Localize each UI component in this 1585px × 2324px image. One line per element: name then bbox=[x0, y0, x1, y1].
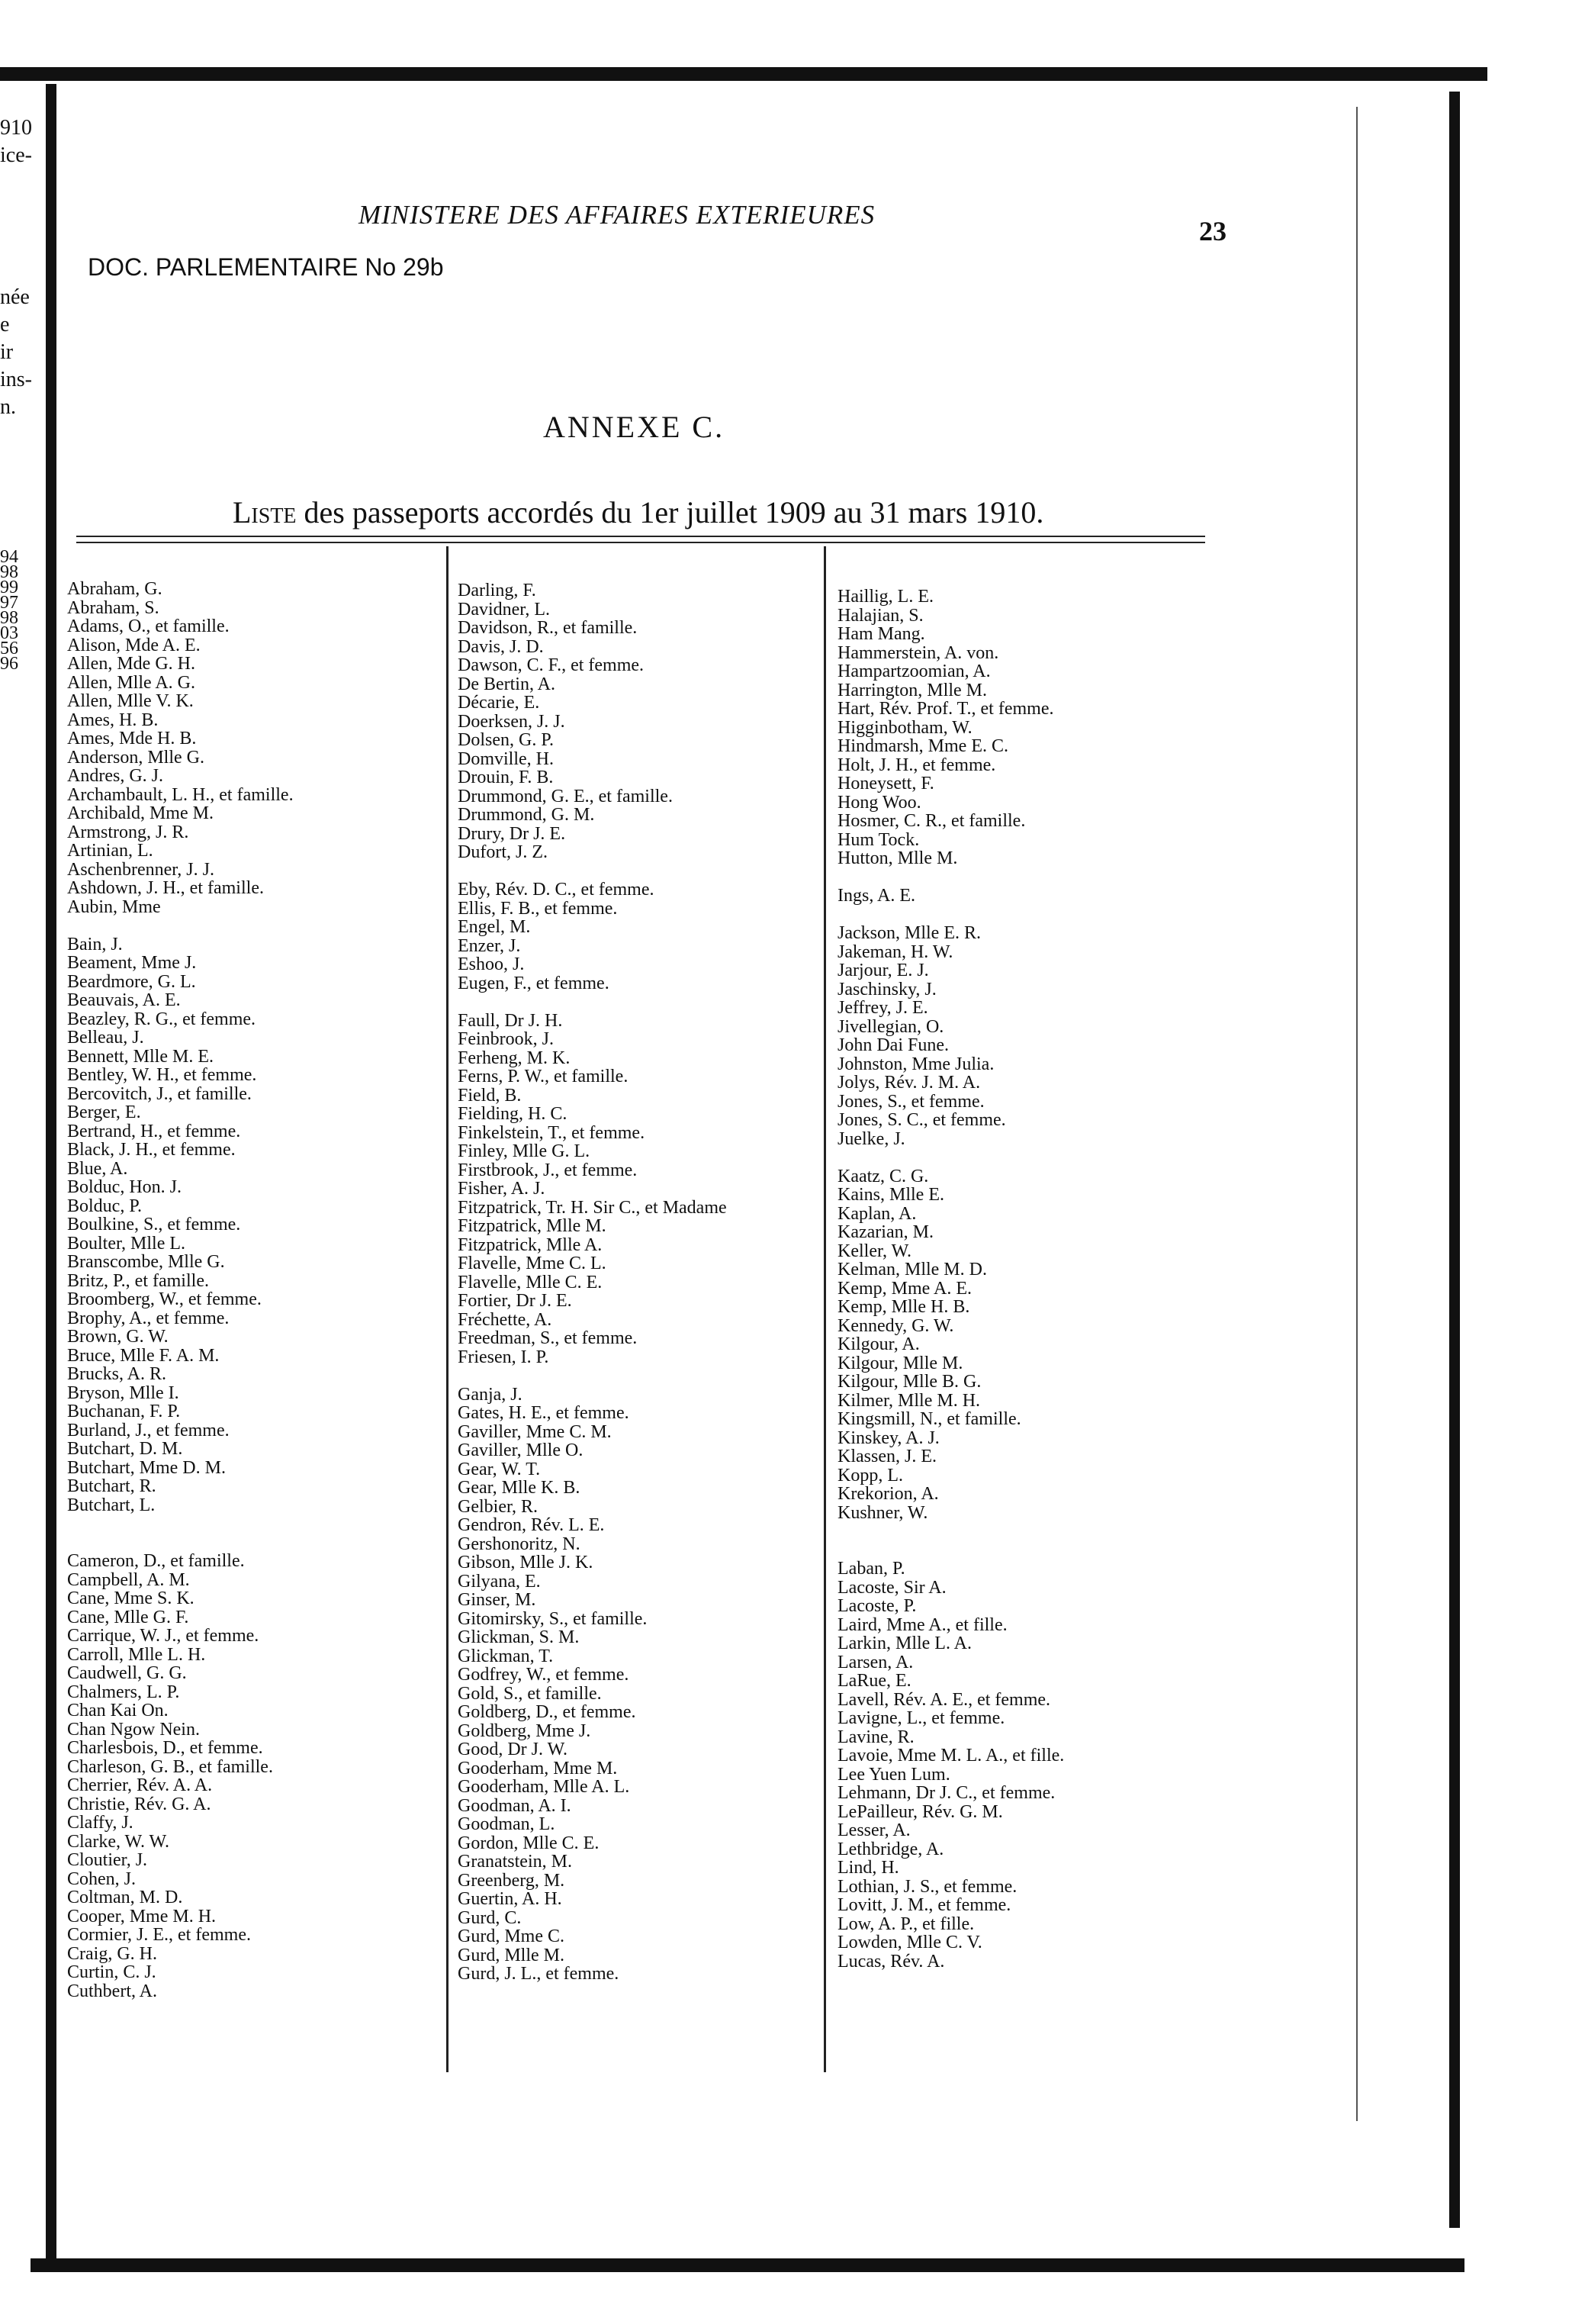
passport-entry: Kaplan, A. bbox=[838, 1203, 917, 1224]
fragment-text: ice- bbox=[0, 143, 32, 167]
passport-entry: Campbell, A. M. bbox=[67, 1569, 190, 1590]
passport-entry: Kinskey, A. J. bbox=[838, 1428, 940, 1448]
passport-entry: Andres, G. J. bbox=[67, 766, 163, 786]
passport-entry: Krekorion, A. bbox=[838, 1484, 939, 1504]
passport-entry: Beament, Mme J. bbox=[67, 953, 197, 973]
passport-entry: Hart, Rév. Prof. T., et femme. bbox=[838, 699, 1054, 719]
passport-entry: Lovitt, J. M., et femme. bbox=[838, 1895, 1011, 1915]
passport-entry: Butchart, L. bbox=[67, 1495, 156, 1515]
passport-entry: Kemp, Mlle H. B. bbox=[838, 1297, 970, 1317]
passport-entry: Klassen, J. E. bbox=[838, 1447, 937, 1466]
passport-entry: Beazley, R. G., et femme. bbox=[67, 1009, 256, 1029]
passport-entry: Bennett, Mlle M. E. bbox=[67, 1046, 214, 1067]
passport-entry: Bruce, Mlle F. A. M. bbox=[67, 1345, 220, 1366]
names-column-2 bbox=[458, 581, 727, 1984]
page-number: 23 bbox=[1199, 216, 1227, 246]
passport-entry: Gitomirsky, S., et famille. bbox=[458, 1608, 648, 1629]
passport-entry: Cane, Mme S. K. bbox=[67, 1588, 195, 1608]
passport-entry: LaRue, E. bbox=[838, 1671, 911, 1691]
passport-entry: Cherrier, Rév. A. A. bbox=[67, 1775, 213, 1795]
passport-entry: Cormier, J. E., et femme. bbox=[67, 1925, 251, 1945]
section-gap bbox=[838, 1522, 1064, 1541]
fragment-text: 910 bbox=[0, 116, 32, 140]
passport-entry: Davidner, L. bbox=[458, 599, 550, 620]
passport-entry: Cooper, Mme M. H. bbox=[67, 1906, 217, 1926]
passport-entry: Drury, Dr J. E. bbox=[458, 823, 566, 844]
passport-entry: Black, J. H., et femme. bbox=[67, 1140, 236, 1160]
passport-entry: Johnston, Mme Julia. bbox=[838, 1054, 995, 1074]
passport-entry: Gurd, J. L., et femme. bbox=[458, 1964, 619, 1984]
passport-entry: Charlesbois, D., et femme. bbox=[67, 1738, 263, 1758]
passport-entry: Engel, M. bbox=[458, 917, 531, 937]
passport-entry: Lee Yuen Lum. bbox=[838, 1764, 950, 1785]
passport-entry: Artinian, L. bbox=[67, 841, 153, 861]
column-divider bbox=[446, 546, 448, 2072]
passport-entry: Holt, J. H., et femme. bbox=[838, 755, 996, 775]
passport-entry: Broomberg, W., et femme. bbox=[67, 1289, 262, 1309]
passport-entry: Ashdown, J. H., et famille. bbox=[67, 878, 264, 898]
passport-entry: Brophy, A., et femme. bbox=[67, 1308, 230, 1328]
passport-entry: Kilgour, Mlle M. bbox=[838, 1353, 963, 1373]
passport-entry: Buchanan, F. P. bbox=[67, 1402, 181, 1421]
passport-entry: Gear, Mlle K. B. bbox=[458, 1478, 580, 1498]
passport-entry: Belleau, J. bbox=[67, 1028, 144, 1048]
passport-entry: Britz, P., et famille. bbox=[67, 1270, 209, 1291]
passport-entry: Burland, J., et femme. bbox=[67, 1420, 230, 1440]
fragment-number: 96 bbox=[0, 656, 18, 671]
passport-entry: Lavoie, Mme M. L. A., et fille. bbox=[838, 1746, 1065, 1766]
passport-entry: Fréchette, A. bbox=[458, 1309, 552, 1330]
passport-entry: Archibald, Mme M. bbox=[67, 803, 214, 823]
list-title-word: Liste bbox=[233, 495, 297, 529]
passport-entry: Kemp, Mme A. E. bbox=[838, 1278, 972, 1299]
passport-entry: Cohen, J. bbox=[67, 1869, 136, 1889]
passport-entry: Greenberg, M. bbox=[458, 1870, 565, 1891]
list-title-rest: des passeports accordés du 1er juillet 1909 au 31 mars 1910. bbox=[304, 495, 1044, 529]
passport-entry: Hampartzoomian, A. bbox=[838, 661, 991, 681]
passport-entry: Lothian, J. S., et femme. bbox=[838, 1876, 1018, 1897]
passport-entry: Lavell, Rév. A. E., et femme. bbox=[838, 1689, 1051, 1710]
passport-entry: Gooderham, Mlle A. L. bbox=[458, 1777, 630, 1797]
fragment-text: e bbox=[0, 313, 10, 336]
passport-entry: Gilyana, E. bbox=[458, 1571, 541, 1592]
passport-entry: Ferheng, M. K. bbox=[458, 1048, 571, 1068]
passport-entry: Gendron, Rév. L. E. bbox=[458, 1515, 605, 1535]
passport-entry: Abraham, G. bbox=[67, 579, 162, 599]
passport-entry: Jivellegian, O. bbox=[838, 1016, 944, 1037]
passport-entry: Caudwell, G. G. bbox=[67, 1663, 187, 1683]
passport-entry: Godfrey, W., et femme. bbox=[458, 1665, 629, 1685]
passport-entry: Field, B. bbox=[458, 1085, 522, 1106]
passport-entry: Jackson, Mlle E. R. bbox=[838, 923, 981, 943]
passport-entry: Ham Mang. bbox=[838, 624, 925, 644]
passport-entry: Juelke, J. bbox=[838, 1128, 905, 1149]
passport-entry: Davis, J. D. bbox=[458, 636, 544, 657]
passport-entry: Gates, H. E., et femme. bbox=[458, 1403, 629, 1423]
passport-entry: Low, A. P., et fille. bbox=[838, 1914, 975, 1934]
fragment-number: 98 bbox=[0, 610, 18, 626]
list-title bbox=[233, 494, 1043, 530]
passport-entry: Freedman, S., et femme. bbox=[458, 1328, 638, 1348]
passport-entry: Eugen, F., et femme. bbox=[458, 973, 609, 993]
passport-entry: Lind, H. bbox=[838, 1858, 899, 1878]
passport-entry: Bryson, Mlle I. bbox=[67, 1382, 179, 1403]
passport-entry: Ames, H. B. bbox=[67, 710, 159, 730]
passport-entry: Fortier, Dr J. E. bbox=[458, 1291, 572, 1311]
running-head: MINISTERE DES AFFAIRES EXTERIEURES bbox=[358, 200, 876, 230]
passport-entry: Goldberg, D., et femme. bbox=[458, 1702, 636, 1722]
passport-entry: Gear, W. T. bbox=[458, 1459, 541, 1479]
names-column-3 bbox=[838, 587, 1064, 1971]
passport-entry: Hong Woo. bbox=[838, 792, 921, 813]
page-border-bottom bbox=[31, 2258, 1464, 2272]
passport-entry: Bolduc, Hon. J. bbox=[67, 1177, 182, 1197]
passport-entry: Archambault, L. H., et famille. bbox=[67, 784, 294, 805]
passport-entry: Allen, Mde G. H. bbox=[67, 654, 195, 674]
passport-entry: Gaviller, Mme C. M. bbox=[458, 1421, 612, 1442]
passport-entry: Christie, Rév. G. A. bbox=[67, 1794, 211, 1814]
passport-entry: Drouin, F. B. bbox=[458, 768, 554, 787]
passport-entry: Décarie, E. bbox=[458, 693, 540, 713]
passport-entry: Butchart, R. bbox=[67, 1476, 156, 1496]
passport-entry: Good, Dr J. W. bbox=[458, 1740, 568, 1759]
passport-entry: Aubin, Mme bbox=[67, 896, 161, 917]
passport-entry: Kopp, L. bbox=[838, 1465, 903, 1485]
passport-entry: Chan Kai On. bbox=[67, 1701, 169, 1720]
passport-entry: Friesen, I. P. bbox=[458, 1347, 549, 1367]
passport-entry: Kennedy, G. W. bbox=[838, 1315, 954, 1336]
fragment-number: 94 bbox=[0, 549, 18, 565]
passport-entry: Fitzpatrick, Mlle A. bbox=[458, 1234, 603, 1255]
passport-entry: Boulter, Mlle L. bbox=[67, 1233, 186, 1254]
passport-entry: Cane, Mlle G. F. bbox=[67, 1607, 189, 1627]
passport-entry: Ferns, P. W., et famille. bbox=[458, 1067, 629, 1086]
page-border-left bbox=[46, 84, 56, 2266]
passport-entry: Harrington, Mlle M. bbox=[838, 680, 987, 700]
passport-entry: Carrique, W. J., et femme. bbox=[67, 1626, 259, 1646]
passport-entry: Enzer, J. bbox=[458, 935, 521, 956]
passport-entry: De Bertin, A. bbox=[458, 674, 555, 694]
passport-entry: Lehmann, Dr J. C., et femme. bbox=[838, 1783, 1056, 1803]
passport-entry: Coltman, M. D. bbox=[67, 1888, 183, 1907]
passport-entry: Bertrand, H., et femme. bbox=[67, 1121, 241, 1141]
passport-entry: Dufort, J. Z. bbox=[458, 842, 548, 862]
page-border-top bbox=[0, 67, 1487, 81]
passport-entry: Gurd, Mme C. bbox=[458, 1926, 564, 1946]
passport-entry: Davidson, R., et famille. bbox=[458, 618, 638, 638]
fragment-text: ir bbox=[0, 340, 14, 364]
passport-entry: Lacoste, P. bbox=[838, 1596, 917, 1616]
annex-title: ANNEXE C. bbox=[543, 410, 725, 444]
passport-entry: Feinbrook, J. bbox=[458, 1029, 554, 1049]
passport-entry: Claffy, J. bbox=[67, 1813, 133, 1833]
fragment-number: 97 bbox=[0, 595, 18, 610]
passport-entry: Lucas, Rév. A. bbox=[838, 1951, 945, 1972]
passport-entry: Hutton, Mlle M. bbox=[838, 848, 958, 868]
passport-entry: Armstrong, J. R. bbox=[67, 822, 189, 842]
passport-entry: Kains, Mlle E. bbox=[838, 1185, 944, 1205]
passport-entry: Kushner, W. bbox=[838, 1502, 928, 1523]
section-gap bbox=[67, 916, 294, 935]
passport-entry: Dawson, C. F., et femme. bbox=[458, 655, 645, 675]
passport-entry: Beardmore, G. L. bbox=[67, 971, 196, 992]
passport-entry: Dolsen, G. P. bbox=[458, 730, 555, 750]
passport-entry: Bentley, W. H., et femme. bbox=[67, 1065, 257, 1085]
passport-entry: Jones, S., et femme. bbox=[838, 1091, 985, 1112]
passport-entry: Drummond, G. E., et famille. bbox=[458, 786, 673, 806]
passport-entry: Hosmer, C. R., et famille. bbox=[838, 811, 1026, 831]
previous-page-fragment-numbers bbox=[0, 549, 44, 671]
passport-entry: Goodman, L. bbox=[458, 1814, 555, 1834]
scan-edge-line bbox=[1356, 107, 1358, 2121]
passport-entry: Halajian, S. bbox=[838, 605, 924, 626]
passport-entry: Brucks, A. R. bbox=[67, 1364, 167, 1384]
passport-entry: Lavigne, L., et femme. bbox=[838, 1708, 1005, 1728]
passport-entry: Ames, Mde H. B. bbox=[67, 729, 197, 748]
passport-entry: Flavelle, Mlle C. E. bbox=[458, 1272, 603, 1292]
passport-entry: LePailleur, Rév. G. M. bbox=[838, 1801, 1003, 1822]
passport-entry: Cuthbert, A. bbox=[67, 1981, 157, 2001]
section-gap bbox=[838, 1541, 1064, 1560]
passport-entry: Ginser, M. bbox=[458, 1590, 536, 1610]
passport-entry: Lavine, R. bbox=[838, 1727, 915, 1747]
passport-entry: Carroll, Mlle L. H. bbox=[67, 1644, 206, 1665]
passport-entry: Flavelle, Mme C. L. bbox=[458, 1254, 606, 1273]
passport-entry: Finkelstein, T., et femme. bbox=[458, 1122, 645, 1143]
page-border-right bbox=[1449, 92, 1460, 2228]
fragment-number: 98 bbox=[0, 565, 18, 580]
title-rule bbox=[76, 542, 1205, 543]
passport-entry: Gurd, Mlle M. bbox=[458, 1945, 564, 1965]
column-divider bbox=[824, 546, 826, 2072]
passport-entry: Eshoo, J. bbox=[458, 954, 525, 974]
passport-entry: Chalmers, L. P. bbox=[67, 1682, 180, 1702]
passport-entry: Hindmarsh, Mme E. C. bbox=[838, 736, 1008, 756]
passport-entry: Jarjour, E. J. bbox=[838, 961, 929, 980]
passport-entry: Alison, Mde A. E. bbox=[67, 635, 201, 655]
passport-entry: Bercovitch, J., et famille. bbox=[67, 1083, 252, 1104]
passport-entry: Fitzpatrick, Mlle M. bbox=[458, 1216, 606, 1236]
fragment-text: née bbox=[0, 285, 30, 309]
passport-entry: Aschenbrenner, J. J. bbox=[67, 859, 214, 880]
names-column-1 bbox=[67, 580, 294, 2001]
passport-entry: Hammerstein, A. von. bbox=[838, 642, 999, 663]
passport-entry: Jakeman, H. W. bbox=[838, 942, 953, 962]
section-gap bbox=[838, 868, 1064, 887]
passport-entry: Kingsmill, N., et famille. bbox=[838, 1409, 1021, 1429]
passport-entry: Gershonoritz, N. bbox=[458, 1534, 580, 1554]
fragment-text: ins- bbox=[0, 368, 32, 391]
passport-entry: Charleson, G. B., et famille. bbox=[67, 1756, 273, 1777]
section-gap bbox=[838, 1148, 1064, 1167]
passport-entry: Ings, A. E. bbox=[838, 886, 915, 906]
passport-entry: Finley, Mlle G. L. bbox=[458, 1141, 590, 1161]
passport-entry: Jeffrey, J. E. bbox=[838, 998, 928, 1018]
passport-entry: Gurd, C. bbox=[458, 1907, 522, 1928]
passport-entry: Laban, P. bbox=[838, 1559, 905, 1579]
passport-entry: Eby, Rév. D. C., et femme. bbox=[458, 880, 654, 900]
passport-entry: Gibson, Mlle J. K. bbox=[458, 1553, 593, 1572]
passport-entry: Honeysett, F. bbox=[838, 774, 934, 793]
passport-entry: Curtin, C. J. bbox=[67, 1962, 156, 1982]
passport-entry: Kilmer, Mlle M. H. bbox=[838, 1390, 981, 1411]
passport-entry: Kaatz, C. G. bbox=[838, 1166, 929, 1186]
passport-entry: John Dai Fune. bbox=[838, 1035, 949, 1055]
passport-entry: Cloutier, J. bbox=[67, 1850, 148, 1870]
passport-entry: Gordon, Mlle C. E. bbox=[458, 1833, 600, 1853]
passport-entry: Goldberg, Mme J. bbox=[458, 1720, 591, 1741]
passport-entry: Berger, E. bbox=[67, 1102, 141, 1122]
passport-entry: Kazarian, M. bbox=[838, 1222, 934, 1242]
passport-entry: Bain, J. bbox=[67, 934, 123, 954]
passport-entry: Jones, S. C., et femme. bbox=[838, 1110, 1006, 1130]
passport-entry: Chan Ngow Nein. bbox=[67, 1719, 200, 1740]
passport-entry: Boulkine, S., et femme. bbox=[67, 1215, 241, 1234]
passport-entry: Domville, H. bbox=[458, 748, 554, 769]
passport-entry: Doerksen, J. J. bbox=[458, 711, 565, 732]
passport-entry: Gaviller, Mlle O. bbox=[458, 1440, 584, 1460]
passport-entry: Adams, O., et famille. bbox=[67, 616, 230, 636]
passport-entry: Kilgour, Mlle B. G. bbox=[838, 1372, 982, 1392]
passport-entry: Lacoste, Sir A. bbox=[838, 1577, 947, 1598]
passport-entry: Beauvais, A. E. bbox=[67, 990, 181, 1010]
fragment-text: n. bbox=[0, 395, 16, 419]
passport-entry: Keller, W. bbox=[838, 1241, 912, 1261]
passport-entry: Branscombe, Mlle G. bbox=[67, 1252, 225, 1272]
document-reference: DOC. PARLEMENTAIRE No 29b bbox=[88, 253, 444, 281]
passport-entry: Kelman, Mlle M. D. bbox=[838, 1260, 987, 1279]
passport-entry: Glickman, S. M. bbox=[458, 1627, 580, 1647]
passport-entry: Higginbotham, W. bbox=[838, 717, 973, 738]
fragment-number: 03 bbox=[0, 626, 18, 641]
passport-entry: Butchart, Mme D. M. bbox=[67, 1457, 226, 1478]
passport-entry: Glickman, T. bbox=[458, 1646, 554, 1666]
section-gap bbox=[458, 1366, 727, 1386]
section-gap bbox=[838, 906, 1064, 925]
section-gap bbox=[67, 1514, 294, 1534]
fragment-number: 99 bbox=[0, 580, 18, 595]
passport-entry: Jaschinsky, J. bbox=[838, 979, 937, 999]
passport-entry: Kilgour, A. bbox=[838, 1334, 920, 1354]
passport-entry: Larkin, Mlle L. A. bbox=[838, 1634, 972, 1653]
passport-entry: Fitzpatrick, Tr. H. Sir C., et Madame bbox=[458, 1197, 727, 1218]
previous-page-fragment-top bbox=[0, 114, 44, 421]
passport-entry: Ellis, F. B., et femme. bbox=[458, 898, 618, 919]
section-gap bbox=[458, 993, 727, 1012]
passport-entry: Haillig, L. E. bbox=[838, 587, 934, 607]
passport-entry: Brown, G. W. bbox=[67, 1327, 169, 1347]
passport-entry: Gooderham, Mme M. bbox=[458, 1758, 618, 1778]
passport-entry: Faull, Dr J. H. bbox=[458, 1010, 563, 1031]
passport-entry: Allen, Mlle A. G. bbox=[67, 672, 195, 693]
passport-entry: Anderson, Mlle G. bbox=[67, 747, 204, 768]
passport-entry: Bolduc, P. bbox=[67, 1196, 143, 1216]
passport-entry: Larsen, A. bbox=[838, 1652, 914, 1672]
passport-entry: Craig, G. H. bbox=[67, 1943, 157, 1964]
passport-entry: Goodman, A. I. bbox=[458, 1795, 571, 1816]
passport-entry: Ganja, J. bbox=[458, 1384, 522, 1405]
passport-entry: Gold, S., et famille. bbox=[458, 1683, 602, 1704]
passport-entry: Lowden, Mlle C. V. bbox=[838, 1933, 982, 1952]
passport-entry: Drummond, G. M. bbox=[458, 805, 595, 825]
passport-entry: Laird, Mme A., et fille. bbox=[838, 1614, 1008, 1635]
passport-entry: Firstbrook, J., et femme. bbox=[458, 1160, 638, 1180]
passport-entry: Hum Tock. bbox=[838, 829, 920, 850]
passport-entry: Abraham, S. bbox=[67, 597, 159, 618]
passport-entry: Allen, Mlle V. K. bbox=[67, 691, 194, 711]
passport-entry: Blue, A. bbox=[67, 1158, 128, 1179]
passport-entry: Guertin, A. H. bbox=[458, 1889, 562, 1909]
section-gap bbox=[67, 1534, 294, 1553]
passport-entry: Butchart, D. M. bbox=[67, 1439, 183, 1459]
passport-entry: Fisher, A. J. bbox=[458, 1179, 545, 1199]
passport-entry: Fielding, H. C. bbox=[458, 1104, 567, 1124]
passport-entry: Lethbridge, A. bbox=[838, 1839, 944, 1859]
passport-entry: Clarke, W. W. bbox=[67, 1831, 170, 1852]
section-gap bbox=[458, 862, 727, 881]
passport-entry: Lesser, A. bbox=[838, 1820, 911, 1840]
passport-entry: Gelbier, R. bbox=[458, 1496, 539, 1517]
passport-entry: Darling, F. bbox=[458, 581, 536, 600]
title-rule bbox=[76, 536, 1205, 537]
passport-entry: Cameron, D., et famille. bbox=[67, 1551, 245, 1571]
fragment-number: 56 bbox=[0, 641, 18, 656]
passport-entry: Granatstein, M. bbox=[458, 1852, 572, 1872]
passport-entry: Jolys, Rév. J. M. A. bbox=[838, 1073, 981, 1093]
